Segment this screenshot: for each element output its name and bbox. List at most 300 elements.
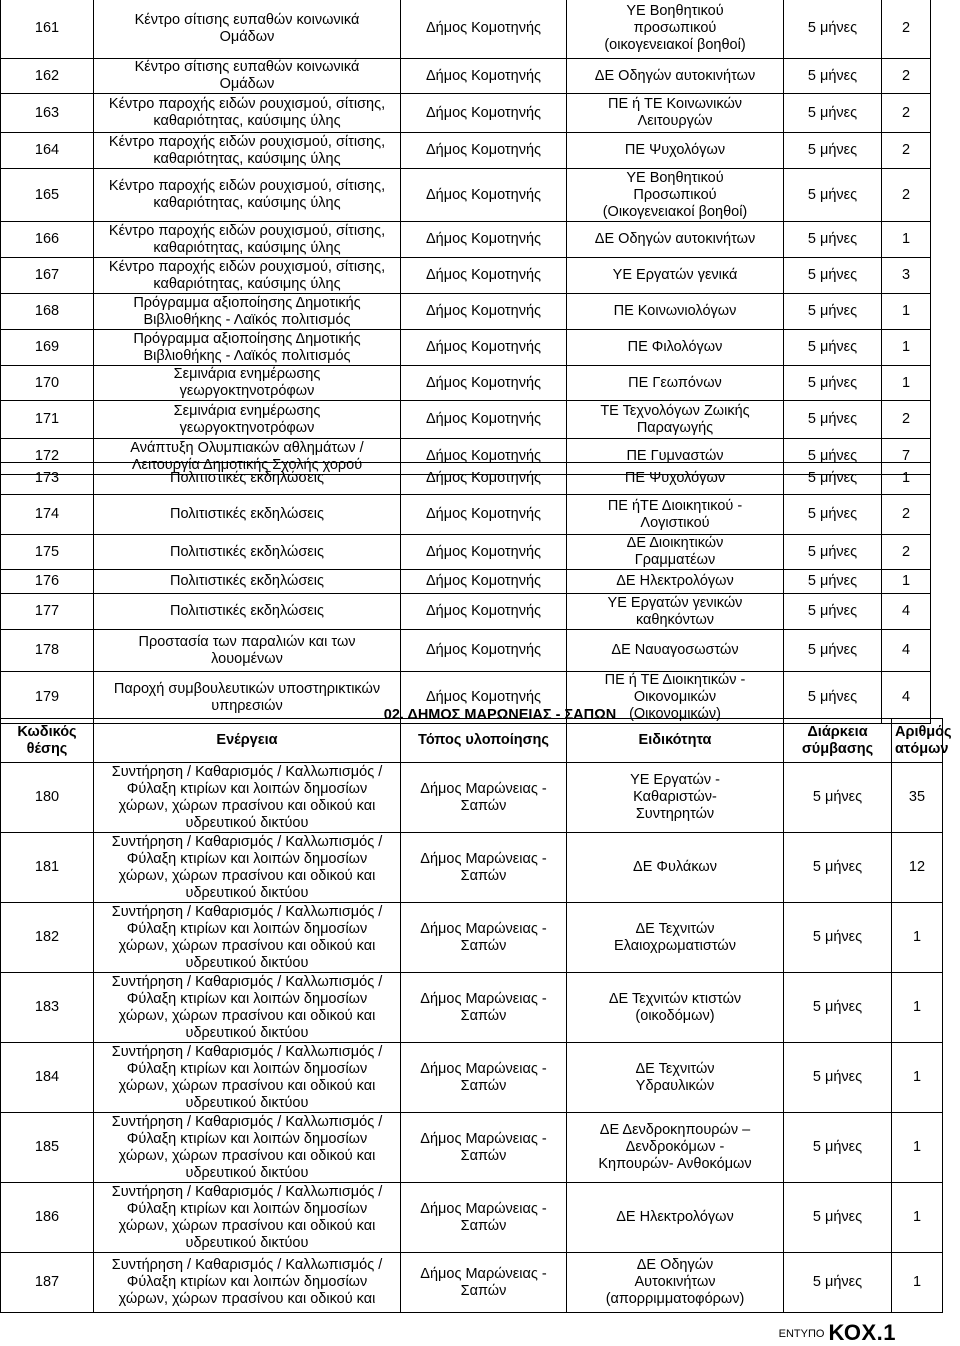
cell-location xyxy=(401,570,567,594)
cell-line: Δήμος Μαρώνειας - xyxy=(420,920,547,937)
cell-activity xyxy=(94,594,401,630)
cell-line: Συντήρηση / Καθαρισμός / Καλλωπισμός / xyxy=(111,763,383,780)
cell-specialty xyxy=(567,535,784,570)
cell-line: καθαριότητας, καύσιμης ύλης xyxy=(153,275,341,292)
cell-line: Πολιτιστικές εκδηλώσεις xyxy=(170,573,324,589)
cell-line: Δήμος Κομοτηνής xyxy=(425,689,542,705)
cell-location xyxy=(401,1253,567,1313)
cell-line: Κέντρο παροχής ειδών ρουχισμού, σίτισης, xyxy=(108,96,386,112)
cell-line: Δήμος Μαρώνειας - xyxy=(420,1060,547,1077)
cell-line: Βιβλιοθήκης - Λαϊκός πολιτισμός xyxy=(143,347,351,364)
cell-count: 1 xyxy=(892,1113,943,1183)
cell-location xyxy=(401,294,567,330)
cell-line: ΠΕ Γεωπόνων xyxy=(628,374,722,391)
cell-line: χώρων, χώρων πρασίνου και οδικού και xyxy=(118,1007,376,1024)
maroneia-sapes-table xyxy=(0,718,952,1313)
cell-activity xyxy=(94,59,401,94)
cell-activity xyxy=(94,94,401,133)
cell-line: Αυτοκινήτων xyxy=(634,1274,716,1290)
cell-line: καθαριότητας, καύσιμης ύλης xyxy=(153,150,341,167)
cell-line: υπηρεσιών xyxy=(211,697,283,714)
cell-location xyxy=(401,973,567,1043)
cell-activity xyxy=(94,495,401,535)
cell-line: καθαριότητας, καύσιμης ύλης xyxy=(153,113,341,129)
cell-line: λουομένων xyxy=(211,650,283,667)
cell-specialty xyxy=(567,133,784,169)
cell-duration: 5 μήνες xyxy=(784,258,882,294)
cell-specialty xyxy=(567,763,784,833)
table-row xyxy=(1,1113,943,1183)
cell-code: 183 xyxy=(1,973,94,1043)
cell-specialty xyxy=(567,495,784,535)
cell-code: 170 xyxy=(1,366,94,401)
cell-line: (απορριμματοφόρων) xyxy=(605,1291,745,1307)
table-row xyxy=(1,366,931,401)
cell-duration: 5 μήνες xyxy=(784,1183,892,1253)
cell-line: Δήμος Μαρώνειας - xyxy=(420,850,547,867)
cell-line: χώρων, χώρων πρασίνου και οδικού και xyxy=(118,797,376,814)
cell-specialty xyxy=(567,1253,784,1313)
cell-line: Σαπών xyxy=(460,1147,507,1164)
cell-specialty xyxy=(567,94,784,133)
cell-location xyxy=(401,1183,567,1253)
cell-line: Οικονομικών xyxy=(633,689,717,705)
cell-line: υδρευτικού δικτύου xyxy=(185,814,309,831)
cell-line: Σαπών xyxy=(460,1007,507,1024)
cell-line: ΥΕ Εργατών - xyxy=(630,772,720,788)
cell-line: καθηκόντων xyxy=(635,611,715,628)
cell-duration: 5 μήνες xyxy=(784,366,882,401)
cell-code: 171 xyxy=(1,401,94,439)
cell-code: 178 xyxy=(1,630,94,672)
cell-specialty xyxy=(567,59,784,94)
cell-line: Ειδικότητα xyxy=(638,732,712,748)
cell-line: Φύλαξη κτιρίων και λοιπών δημοσίων xyxy=(126,1200,368,1217)
cell-line: (Οικογενειακοί βοηθοί) xyxy=(602,203,748,220)
cell-duration: 5 μήνες xyxy=(784,169,882,222)
table-row xyxy=(1,59,931,94)
cell-line: Λογιστικού xyxy=(640,514,710,531)
header-count xyxy=(892,719,952,763)
cell-activity xyxy=(94,222,401,258)
cell-line: ΔΕ Δενδροκηπουρών – xyxy=(599,1122,751,1138)
cell-line: ΠΕ ή ΤΕ Διοικητικών - xyxy=(604,672,746,688)
cell-line: Κέντρο παροχής ειδών ρουχισμού, σίτισης, xyxy=(108,133,386,150)
cell-code: 180 xyxy=(1,763,94,833)
cell-activity xyxy=(94,366,401,401)
cell-count: 2 xyxy=(882,495,931,535)
cell-line: υδρευτικού δικτύου xyxy=(185,884,309,901)
cell-line: Σαπών xyxy=(460,1077,507,1094)
cell-line: Ενέργεια xyxy=(216,732,278,748)
table-row xyxy=(1,495,931,535)
cell-activity xyxy=(94,294,401,330)
cell-line: σύμβασης xyxy=(801,740,874,757)
cell-line: (οικοδόμων) xyxy=(635,1007,715,1024)
table-row xyxy=(1,1043,943,1113)
cell-line: Διάρκεια xyxy=(807,723,868,740)
cell-line: Πρόγραμμα αξιοποίησης Δημοτικής xyxy=(133,294,361,311)
cell-line: ΤΕ Τεχνολόγων Ζωικής xyxy=(600,402,750,419)
cell-line: ΔΕ Τεχνιτών κτιστών xyxy=(608,990,742,1007)
cell-code: 161 xyxy=(1,0,94,59)
cell-line: Δήμος Μαρώνειας - xyxy=(420,780,547,797)
cell-line: Δήμος Κομοτηνής xyxy=(425,506,542,522)
cell-specialty xyxy=(567,0,784,59)
cell-line: ΠΕ Ψυχολόγων xyxy=(624,470,726,486)
table-row xyxy=(1,463,931,495)
cell-activity xyxy=(94,133,401,169)
cell-line: ΥΕ Βοηθητικού xyxy=(626,3,724,19)
cell-location xyxy=(401,763,567,833)
cell-line: Δήμος Κομοτηνής xyxy=(425,411,542,427)
cell-line: Λειτουργία Δημοτικής Σχολής χορού xyxy=(131,456,363,473)
cell-line: Δήμος Κομοτηνής xyxy=(425,339,542,355)
cell-duration: 5 μήνες xyxy=(784,294,882,330)
cell-line: Σαπών xyxy=(460,937,507,954)
cell-specialty xyxy=(567,366,784,401)
cell-duration: 5 μήνες xyxy=(784,535,882,570)
cell-line: ΠΕ ή ΤΕ Κοινωνικών xyxy=(607,96,743,112)
cell-code: 173 xyxy=(1,463,94,495)
cell-location xyxy=(401,258,567,294)
cell-activity xyxy=(94,973,401,1043)
cell-code: 165 xyxy=(1,169,94,222)
cell-line: ατόμων xyxy=(895,740,949,757)
cell-specialty xyxy=(567,570,784,594)
cell-line: χώρων, χώρων πρασίνου και οδικού και xyxy=(118,1217,376,1234)
cell-duration: 5 μήνες xyxy=(784,401,882,439)
cell-line: Προστασία των παραλιών και των xyxy=(138,633,356,650)
cell-activity xyxy=(94,833,401,903)
cell-line: ΔΕ Οδηγών xyxy=(636,1257,714,1273)
table-row xyxy=(1,570,931,594)
cell-line: ΔΕ Ηλεκτρολόγων xyxy=(616,1209,734,1225)
cell-line: ΔΕ Οδηγών αυτοκινήτων xyxy=(594,231,756,247)
cell-code: 169 xyxy=(1,330,94,366)
cell-activity xyxy=(94,763,401,833)
cell-line: ΠΕ Ψυχολόγων xyxy=(624,142,726,158)
cell-duration: 5 μήνες xyxy=(784,94,882,133)
form-label: ΕΝΤΥΠΟ xyxy=(778,1328,825,1340)
cell-location xyxy=(401,594,567,630)
table-row xyxy=(1,169,931,222)
cell-location xyxy=(401,833,567,903)
cell-line: Σαπών xyxy=(460,1282,507,1299)
cell-line: υδρευτικού δικτύου xyxy=(185,954,309,971)
cell-line: Βιβλιοθήκης - Λαϊκός πολιτισμός xyxy=(143,311,351,328)
cell-line: Συντήρηση / Καθαρισμός / Καλλωπισμός / xyxy=(111,973,383,990)
cell-line: Ομάδων xyxy=(219,28,275,45)
cell-code: 184 xyxy=(1,1043,94,1113)
table-row xyxy=(1,258,931,294)
cell-line: Φύλαξη κτιρίων και λοιπών δημοσίων xyxy=(126,1060,368,1077)
cell-line: Δήμος Κομοτηνής xyxy=(425,20,542,36)
cell-count: 2 xyxy=(882,59,931,94)
cell-duration: 5 μήνες xyxy=(784,133,882,169)
cell-count: 3 xyxy=(882,258,931,294)
cell-line: Δήμος Κομοτηνής xyxy=(425,448,542,464)
cell-specialty xyxy=(567,169,784,222)
cell-count: 2 xyxy=(882,401,931,439)
cell-specialty xyxy=(567,833,784,903)
cell-line: Κέντρο παροχής ειδών ρουχισμού, σίτισης, xyxy=(108,258,386,275)
cell-line: Δήμος Κομοτηνής xyxy=(425,231,542,247)
header-code xyxy=(1,719,94,763)
cell-duration: 5 μήνες xyxy=(784,439,882,475)
table-row xyxy=(1,594,931,630)
cell-activity xyxy=(94,401,401,439)
cell-line: Δήμος Κομοτηνής xyxy=(425,642,542,658)
cell-line: Πολιτιστικές εκδηλώσεις xyxy=(170,603,324,619)
cell-location xyxy=(401,169,567,222)
cell-line: Φύλαξη κτιρίων και λοιπών δημοσίων xyxy=(126,990,368,1007)
cell-line: ΔΕ Τεχνιτών xyxy=(635,920,715,937)
cell-line: Δήμος Κομοτηνής xyxy=(425,470,542,486)
cell-line: θέσης xyxy=(26,740,68,757)
cell-line: Δήμος Κομοτηνής xyxy=(425,543,542,560)
cell-code: 164 xyxy=(1,133,94,169)
cell-line: Φύλαξη κτιρίων και λοιπών δημοσίων xyxy=(126,780,368,797)
cell-specialty xyxy=(567,594,784,630)
cell-code: 176 xyxy=(1,570,94,594)
table-row xyxy=(1,401,931,439)
cell-line: ΔΕ Ναυαγοσωστών xyxy=(611,642,739,658)
cell-location xyxy=(401,495,567,535)
cell-code: 182 xyxy=(1,903,94,973)
cell-line: Σαπών xyxy=(460,797,507,814)
cell-line: χώρων, χώρων πρασίνου και οδικού και xyxy=(118,1291,376,1307)
cell-duration: 5 μήνες xyxy=(784,1043,892,1113)
cell-line: Ελαιοχρωματιστών xyxy=(614,937,736,954)
cell-line: ΔΕ Φυλάκων xyxy=(633,859,717,875)
table-row xyxy=(1,330,931,366)
cell-duration: 5 μήνες xyxy=(784,1253,892,1313)
cell-location xyxy=(401,1113,567,1183)
header-specialty xyxy=(567,719,784,763)
cell-count: 1 xyxy=(892,1183,943,1253)
cell-line: Φύλαξη κτιρίων και λοιπών δημοσίων xyxy=(126,850,368,867)
cell-line: Δήμος Μαρώνειας - xyxy=(420,990,547,1007)
cell-duration: 5 μήνες xyxy=(784,463,882,495)
cell-line: Δήμος Κομοτηνής xyxy=(425,303,542,319)
cell-line: (οικογενειακοί βοηθοί) xyxy=(604,37,746,53)
cell-line: ΠΕ Φιλολόγων xyxy=(627,339,723,355)
cell-code: 174 xyxy=(1,495,94,535)
cell-count: 1 xyxy=(892,1253,943,1313)
cell-specialty xyxy=(567,330,784,366)
cell-line: υδρευτικού δικτύου xyxy=(185,1234,309,1251)
cell-line: ΔΕ Οδηγών αυτοκινήτων xyxy=(594,67,756,84)
cell-line: Κέντρο παροχής ειδών ρουχισμού, σίτισης, xyxy=(108,178,386,194)
cell-line: Υδραυλικών xyxy=(635,1077,715,1094)
cell-line: Φύλαξη κτιρίων και λοιπών δημοσίων xyxy=(126,920,368,937)
cell-duration: 5 μήνες xyxy=(784,222,882,258)
cell-line: Κέντρο παροχής ειδών ρουχισμού, σίτισης, xyxy=(108,222,386,239)
cell-activity xyxy=(94,330,401,366)
cell-activity xyxy=(94,1183,401,1253)
cell-code: 181 xyxy=(1,833,94,903)
cell-code: 166 xyxy=(1,222,94,258)
cell-specialty xyxy=(567,463,784,495)
cell-activity xyxy=(94,570,401,594)
table-row xyxy=(1,294,931,330)
cell-count: 2 xyxy=(882,535,931,570)
cell-code: 186 xyxy=(1,1183,94,1253)
table-row xyxy=(1,94,931,133)
cell-line: ΠΕ Κοινωνιολόγων xyxy=(613,303,737,319)
cell-line: Δήμος Κομοτηνής xyxy=(425,186,542,203)
cell-line: ΔΕ Διοικητικών xyxy=(626,535,724,551)
cell-specialty xyxy=(567,1183,784,1253)
cell-location xyxy=(401,401,567,439)
cell-line: Δήμος Κομοτηνής xyxy=(425,267,542,283)
cell-code: 187 xyxy=(1,1253,94,1313)
cell-line: Σαπών xyxy=(460,867,507,884)
cell-count: 4 xyxy=(882,630,931,672)
section-title: 02. ΔΗΜΟΣ ΜΑΡΩΝΕΙΑΣ - ΣΑΠΩΝ xyxy=(383,707,617,723)
cell-line: Δήμος Κομοτηνής xyxy=(425,374,542,391)
cell-code: 162 xyxy=(1,59,94,94)
cell-activity xyxy=(94,903,401,973)
cell-line: Καθαριστών- xyxy=(633,789,717,805)
cell-line: υδρευτικού δικτύου xyxy=(185,1024,309,1041)
cell-count: 2 xyxy=(882,133,931,169)
cell-count: 35 xyxy=(892,763,943,833)
cell-line: Πρόγραμμα αξιοποίησης Δημοτικής xyxy=(133,330,361,347)
cell-line: Δήμος Μαρώνειας - xyxy=(420,1200,547,1217)
table-row xyxy=(1,0,931,59)
cell-line: ΔΕ Τεχνιτών xyxy=(635,1060,715,1077)
cell-line: Σεμινάρια ενημέρωσης xyxy=(173,402,321,419)
cell-specialty xyxy=(567,630,784,672)
cell-count: 1 xyxy=(882,222,931,258)
cell-code: 175 xyxy=(1,535,94,570)
cell-activity xyxy=(94,169,401,222)
cell-line: Δήμος Κομοτηνής xyxy=(425,104,542,121)
cell-activity xyxy=(94,630,401,672)
cell-count: 2 xyxy=(882,0,931,59)
cell-line: Αριθμός xyxy=(895,723,952,740)
header-duration xyxy=(784,719,892,763)
table-row xyxy=(1,535,931,570)
cell-location xyxy=(401,903,567,973)
cell-count: 1 xyxy=(882,366,931,401)
cell-code: 177 xyxy=(1,594,94,630)
cell-location xyxy=(401,0,567,59)
cell-line: χώρων, χώρων πρασίνου και οδικού και xyxy=(118,867,376,884)
cell-line: Κωδικός xyxy=(17,723,77,740)
cell-activity xyxy=(94,1113,401,1183)
cell-location xyxy=(401,94,567,133)
cell-line: ΔΕ Ηλεκτρολόγων xyxy=(616,573,734,589)
middle-positions-table xyxy=(0,462,931,724)
cell-line: Παραγωγής xyxy=(636,419,714,436)
cell-line: Συντήρηση / Καθαρισμός / Καλλωπισμός / xyxy=(111,1113,383,1130)
cell-line: Φύλαξη κτιρίων και λοιπών δημοσίων xyxy=(126,1130,368,1147)
cell-line: χώρων, χώρων πρασίνου και οδικού και xyxy=(118,1147,376,1164)
cell-activity xyxy=(94,0,401,59)
cell-duration: 5 μήνες xyxy=(784,973,892,1043)
cell-count: 1 xyxy=(882,294,931,330)
cell-line: Ανάπτυξη Ολυμπιακών αθλημάτων / xyxy=(130,439,364,456)
cell-duration: 5 μήνες xyxy=(784,763,892,833)
cell-specialty xyxy=(567,258,784,294)
cell-code: 185 xyxy=(1,1113,94,1183)
column-header-row xyxy=(1,719,943,763)
cell-line: (Οικονομικών) xyxy=(629,706,721,722)
cell-count: 4 xyxy=(882,594,931,630)
cell-line: γεωργοκτηνοτρόφων xyxy=(179,419,315,436)
cell-line: Τόπος υλοποίησης xyxy=(418,732,549,748)
cell-line: προσωπικού xyxy=(633,20,717,36)
cell-line: Δήμος Κομοτηνής xyxy=(425,603,542,619)
cell-duration: 5 μήνες xyxy=(784,0,882,59)
cell-line: Σεμινάρια ενημέρωσης xyxy=(173,366,321,382)
cell-duration: 5 μήνες xyxy=(784,1113,892,1183)
cell-location xyxy=(401,630,567,672)
cell-line: ΥΕ Βοηθητικού xyxy=(626,169,724,186)
cell-duration: 5 μήνες xyxy=(784,833,892,903)
cell-duration: 5 μήνες xyxy=(784,495,882,535)
cell-location xyxy=(401,366,567,401)
cell-line: ΥΕ Εργατών γενικά xyxy=(612,267,738,283)
cell-duration: 5 μήνες xyxy=(784,594,882,630)
cell-location xyxy=(401,133,567,169)
cell-specialty xyxy=(567,973,784,1043)
cell-duration: 5 μήνες xyxy=(784,330,882,366)
cell-line: υδρευτικού δικτύου xyxy=(185,1164,309,1181)
cell-line: υδρευτικού δικτύου xyxy=(185,1094,309,1111)
cell-activity xyxy=(94,258,401,294)
cell-code: 168 xyxy=(1,294,94,330)
cell-count: 1 xyxy=(892,1043,943,1113)
cell-line: Συντήρηση / Καθαρισμός / Καλλωπισμός / xyxy=(111,903,383,920)
form-footer xyxy=(779,1320,896,1346)
cell-line: ΥΕ Εργατών γενικών xyxy=(607,594,743,611)
cell-count: 1 xyxy=(882,463,931,495)
cell-specialty xyxy=(567,294,784,330)
cell-line: Φύλαξη κτιρίων και λοιπών δημοσίων xyxy=(126,1274,368,1290)
cell-line: Συντηρητών xyxy=(635,806,715,822)
table-row xyxy=(1,222,931,258)
cell-line: Πολιτιστικές εκδηλώσεις xyxy=(170,470,324,486)
cell-code: 172 xyxy=(1,439,94,475)
cell-line: χώρων, χώρων πρασίνου και οδικού και xyxy=(118,937,376,954)
cell-location xyxy=(401,463,567,495)
cell-line: Λειτουργών xyxy=(637,113,713,129)
table-row xyxy=(1,133,931,169)
cell-code: 167 xyxy=(1,258,94,294)
form-code: ΚΟΧ.1 xyxy=(828,1320,896,1345)
cell-specialty xyxy=(567,1113,784,1183)
table-row xyxy=(1,1253,943,1313)
cell-count: 7 xyxy=(882,439,931,475)
table-row xyxy=(1,1183,943,1253)
cell-line: Δήμος Μαρώνειας - xyxy=(420,1265,547,1282)
cell-location xyxy=(401,330,567,366)
cell-duration: 5 μήνες xyxy=(784,630,882,672)
cell-line: γεωργοκτηνοτρόφων xyxy=(179,383,315,399)
table-row xyxy=(1,973,943,1043)
table-row xyxy=(1,903,943,973)
cell-line: χώρων, χώρων πρασίνου και οδικού και xyxy=(118,1077,376,1094)
cell-line: Σαπών xyxy=(460,1217,507,1234)
table-row xyxy=(1,630,931,672)
cell-line: καθαριότητας, καύσιμης ύλης xyxy=(153,195,341,211)
header-location xyxy=(401,719,567,763)
cell-specialty xyxy=(567,903,784,973)
